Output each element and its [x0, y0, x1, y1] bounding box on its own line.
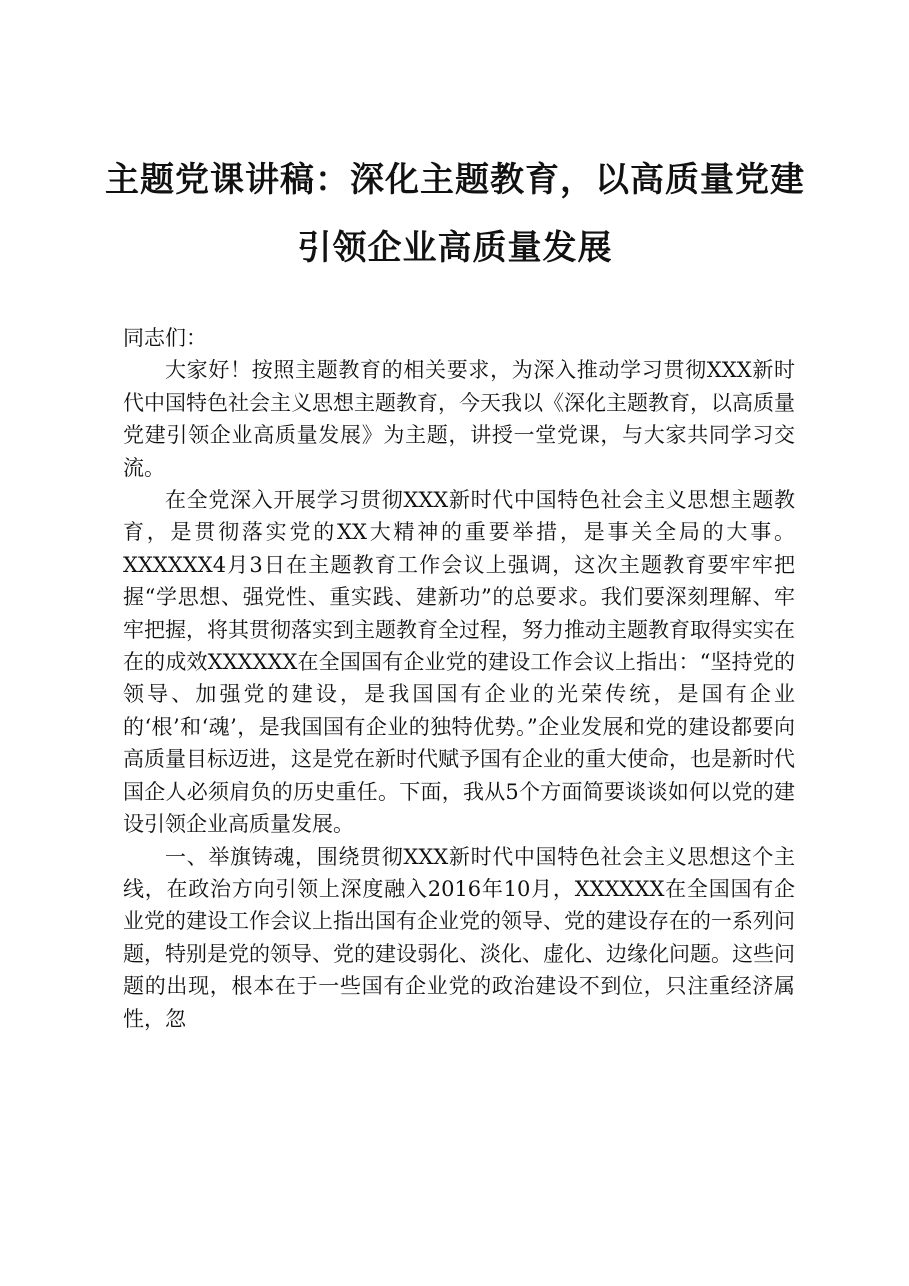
- document-body: [123, 322, 795, 1035]
- document-title-line-2: 引领企业高质量发展: [297, 228, 613, 268]
- paragraph-3: 一、举旗铸魂，围绕贯彻XXX新时代中国特色社会主义思想这个主线，在政治方向引领上深度融入2016年10月，XXXXXX在全国国有企业党的建设工作会议上指出国有企业党的领导、党的建设存在的一系列问题，特别是党的领导、党的建设弱化、淡化、虚化、边缘化问题。这些问题的出现，根本在于一些国有企业党的政治建设不到位，只注重经济属性，忽: [123, 844, 795, 1031]
- paragraph-1: 大家好！按照主题教育的相关要求，为深入推动学习贯彻XXX新时代中国特色社会主义思想主题教育，今天我以《深化主题教育，以高质量党建引领企业高质量发展》为主题，讲授一堂党课，与大家共同学习交流。: [123, 358, 795, 480]
- document-title-line-1: 主题党课讲稿：深化主题教育，以高质量党建: [105, 160, 805, 200]
- paragraph-2: 在全党深入开展学习贯彻XXX新时代中国特色社会主义思想主题教育，是贯彻落实党的XX大精神的重要举措，是事关全局的大事。XXXXXX4月3日在主题教育工作会议上强调，这次主题教育要牢牢把握“学思想、强党性、重实践、建新功”的总要求。我们要深刻理解、牢牢把握，将其贯彻落实到主题教育全过程，努力推动主题教育取得实实在在的成效XXXXXX在全国国有企业党的建设工作会议上指出：“坚持党的领导、加强党的建设，是我国国有企业的光荣传统，是国有企业的‘根’和‘魂’，是我国国有企业的独特优势。”企业发展和党的建设都要向高质量目标迈进，这是党在新时代赋予国有企业的重大使命，也是新时代国企人必须肩负的历史重任。下面，我从5个方面简要谈谈如何以党的建设引领企业高质量发展。: [123, 488, 795, 837]
- salutation: 同志们：: [123, 326, 207, 350]
